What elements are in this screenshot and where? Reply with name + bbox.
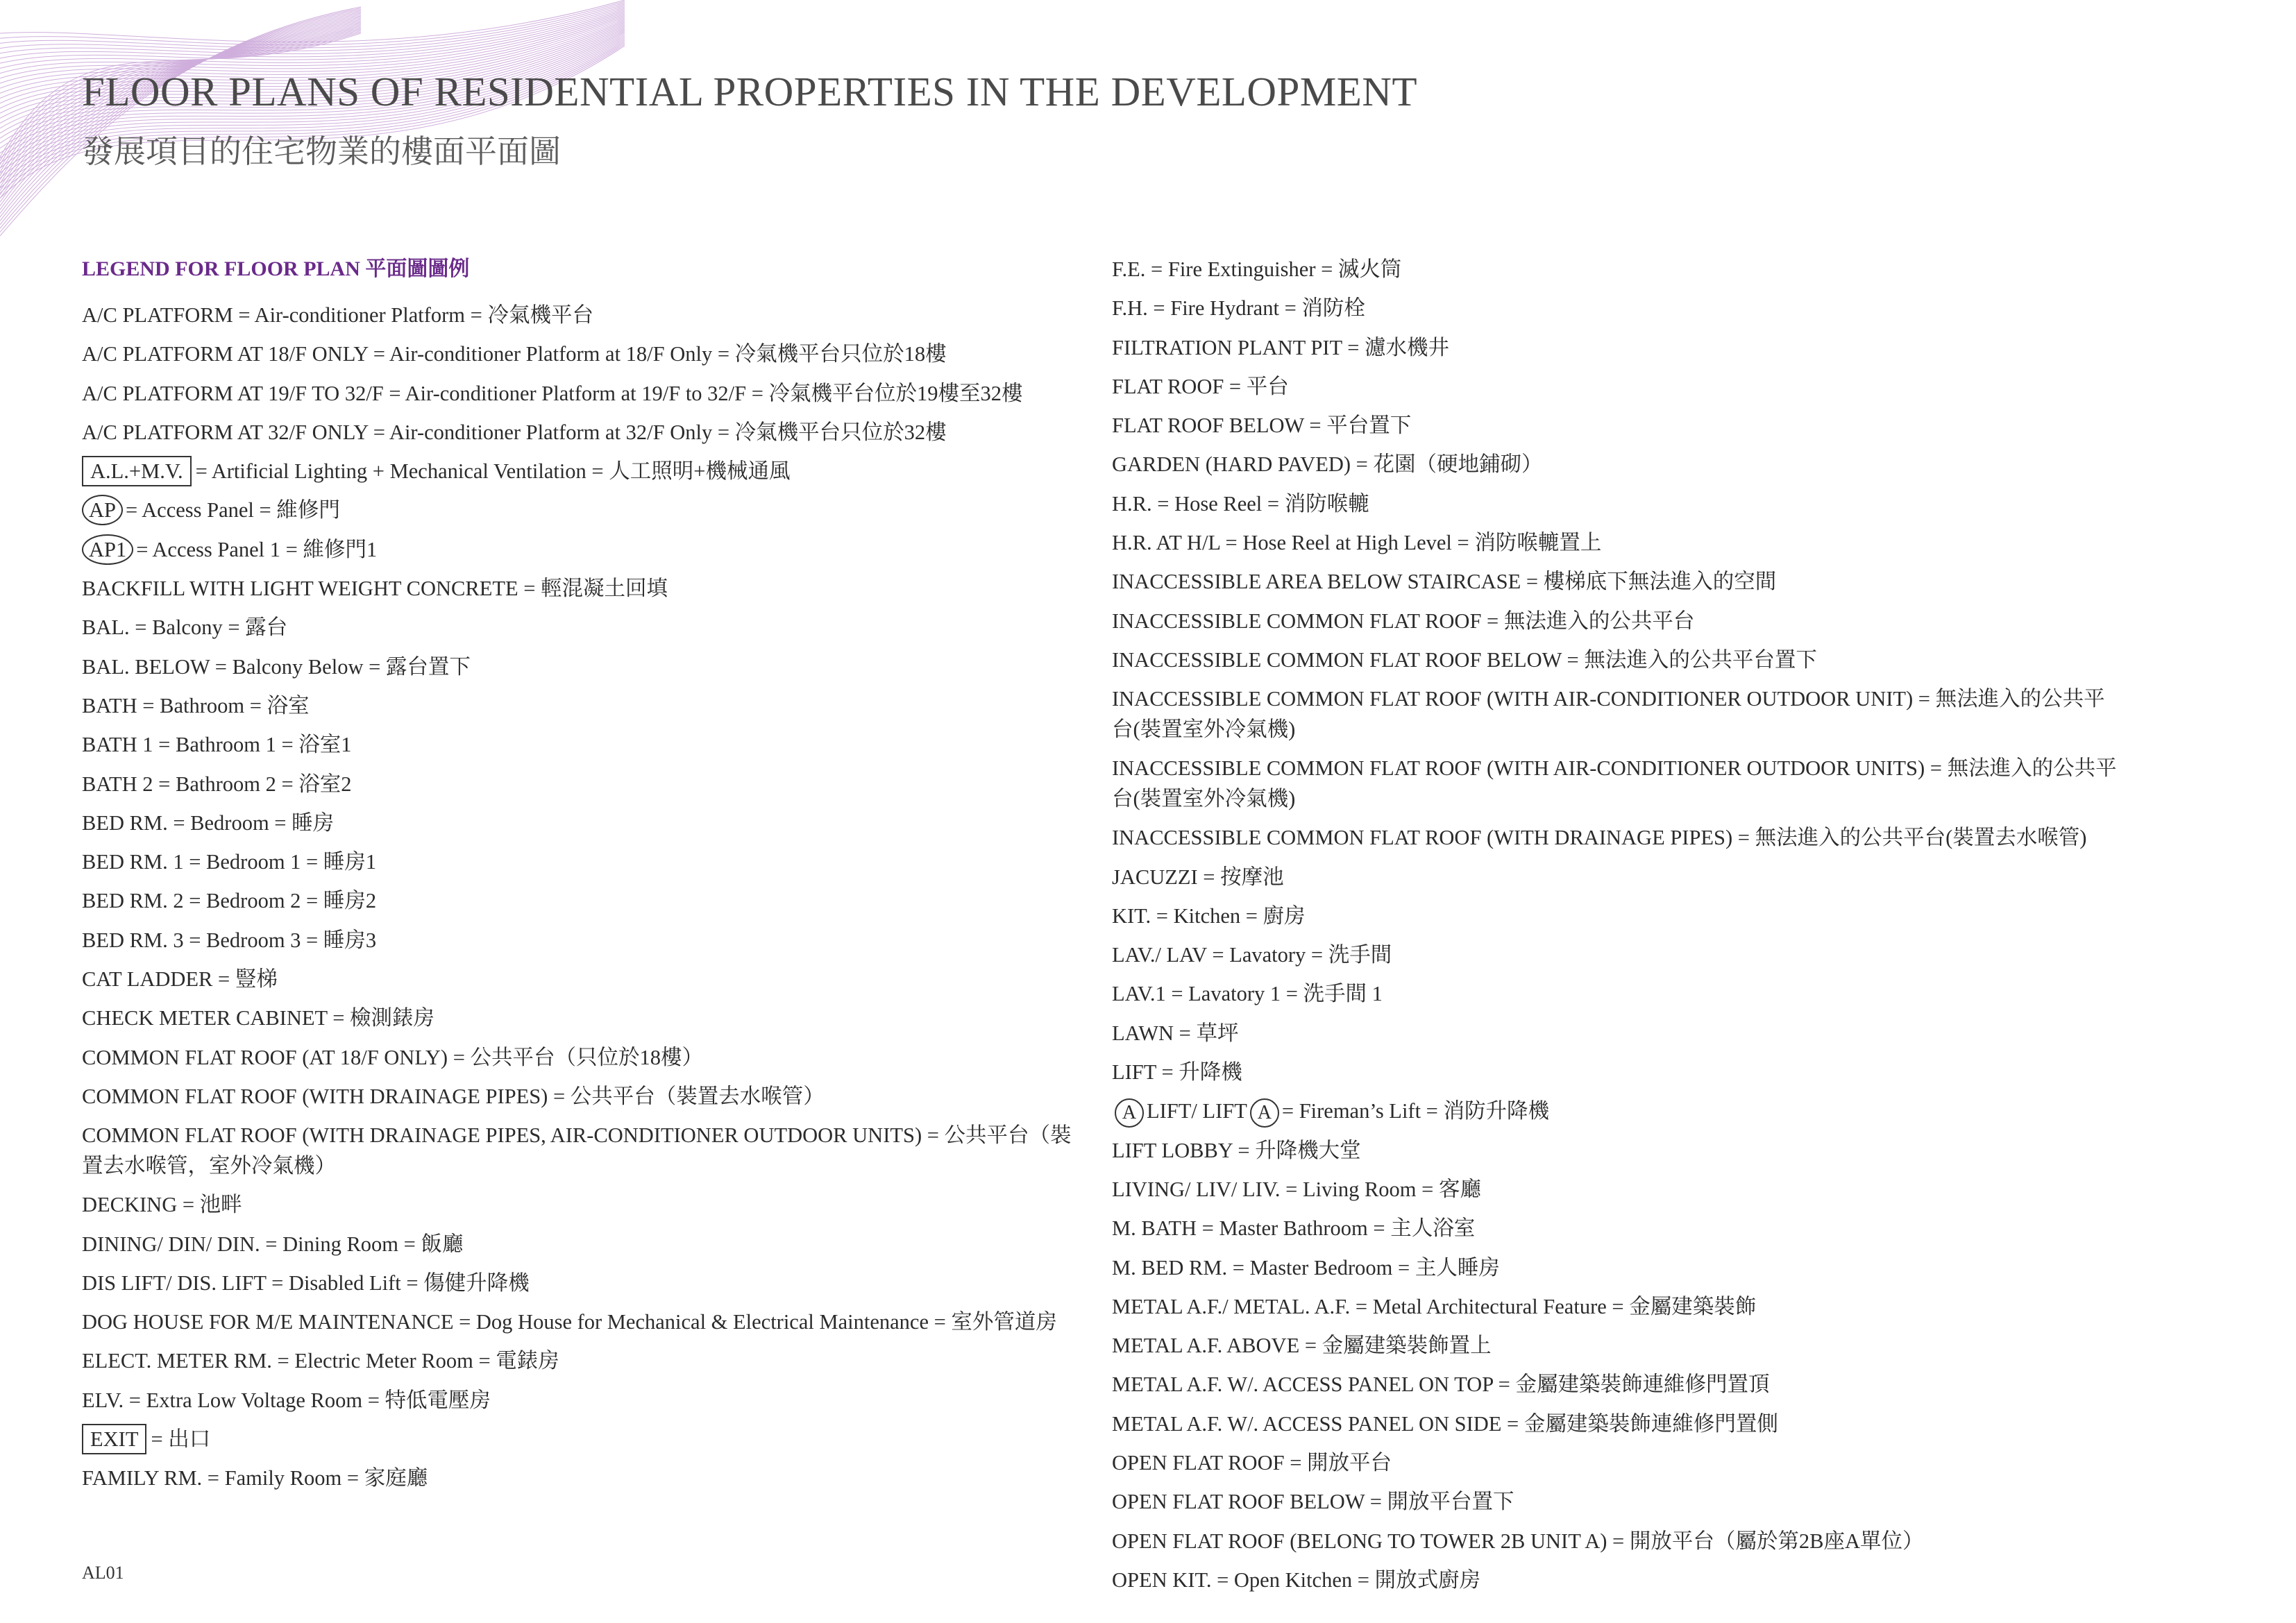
legend-entry: H.R. AT H/L = Hose Reel at High Level = 消防喉轆置上 [1112, 531, 1602, 555]
legend-entry: DINING/ DIN/ DIN. = Dining Room = 飯廳 [82, 1232, 464, 1256]
legend-entry: OPEN FLAT ROOF BELOW = 開放平台置下 [1112, 1490, 1514, 1514]
legend-entry: CHECK METER CABINET = 檢測錶房 [82, 1006, 435, 1030]
legend-entry-text: = Fireman’s Lift = 消防升降機 [1281, 1099, 1549, 1123]
legend-entry: F.H. = Fire Hydrant = 消防栓 [1112, 296, 1365, 321]
legend-entry: INACCESSIBLE COMMON FLAT ROOF BELOW = 無法進入的公共平台置下 [1112, 647, 1817, 672]
legend-entry: COMMON FLAT ROOF (WITH DRAINAGE PIPES) = 公共平台（裝置去水喉管） [82, 1084, 825, 1108]
legend-entry: LAV.1 = Lavatory 1 = 洗手間 1 [1112, 982, 1383, 1006]
legend-entry: JACUZZI = 按摩池 [1112, 865, 1284, 889]
legend-entry: METAL A.F./ METAL. A.F. = Metal Architectural Feature = 金屬建築裝飾 [1112, 1294, 1757, 1318]
access-panel-oval-symbol: AP [82, 495, 123, 525]
legend-column-left [82, 250, 1081, 1498]
legend-entry: DIS LIFT/ DIS. LIFT = Disabled Lift = 傷健升降機 [82, 1271, 530, 1295]
legend-entry: A/C PLATFORM AT 19/F TO 32/F = Air-conditioner Platform at 19/F to 32/F = 冷氣機平台位於19樓至32樓 [82, 381, 1023, 405]
legend-entry: BED RM. 2 = Bedroom 2 = 睡房2 [82, 889, 377, 913]
legend-entry: BED RM. = Bedroom = 睡房 [82, 810, 335, 835]
legend-entry: KIT. = Kitchen = 廚房 [1112, 903, 1306, 928]
legend-entry: FLAT ROOF BELOW = 平台置下 [1112, 414, 1412, 438]
legend-entry: LAWN = 草坪 [1112, 1021, 1239, 1045]
legend-entry: GARDEN (HARD PAVED) = 花園（硬地鋪砌） [1112, 452, 1543, 477]
legend-heading: LEGEND FOR FLOOR PLAN 平面圖圖例 [82, 257, 470, 280]
legend-entry-text: = Access Panel 1 = 維修門1 [136, 537, 378, 561]
legend-entry: INACCESSIBLE COMMON FLAT ROOF (WITH AIR-CONDITIONER OUTDOOR UNIT) = 無法進入的公共平台(裝置室外冷氣機) [1112, 687, 2105, 742]
legend-entry: METAL A.F. ABOVE = 金屬建築裝飾置上 [1112, 1334, 1492, 1358]
legend-entry: F.E. = Fire Extinguisher = 滅火筒 [1112, 257, 1402, 281]
legend-entry: COMMON FLAT ROOF (AT 18/F ONLY) = 公共平台（只位於18樓） [82, 1045, 704, 1069]
legend-entry: A/C PLATFORM = Air-conditioner Platform = 冷氣機平台 [82, 303, 593, 327]
almv-box-symbol: A.L.+M.V. [82, 456, 192, 486]
page-number: AL01 [82, 1563, 124, 1583]
legend-entry-text: LIFT/ LIFT [1147, 1099, 1247, 1123]
legend-entry-text: = Access Panel = 維修門 [126, 498, 340, 522]
legend-entry: FAMILY RM. = Family Room = 家庭廳 [82, 1466, 428, 1490]
legend-column-right [1112, 250, 2118, 1599]
legend-entry: BATH 2 = Bathroom 2 = 浴室2 [82, 772, 352, 796]
legend-entry: METAL A.F. W/. ACCESS PANEL ON SIDE = 金屬建築裝飾連維修門置側 [1112, 1411, 1778, 1436]
legend-entry: OPEN KIT. = Open Kitchen = 開放式廚房 [1112, 1567, 1481, 1592]
legend-entry: M. BED RM. = Master Bedroom = 主人睡房 [1112, 1255, 1500, 1280]
legend-entry: INACCESSIBLE COMMON FLAT ROOF (WITH AIR-CONDITIONER OUTDOOR UNITS) = 無法進入的公共平台(裝置室外冷氣機) [1112, 756, 2117, 811]
legend-entry: M. BATH = Master Bathroom = 主人浴室 [1112, 1216, 1476, 1241]
legend-entry: LAV./ LAV = Lavatory = 洗手間 [1112, 943, 1392, 967]
fireman-lift-circle-symbol: A [1115, 1098, 1144, 1128]
legend-entry: LIFT = 升降機 [1112, 1060, 1242, 1085]
page-subtitle-chinese: 發展項目的住宅物業的樓面平面圖 [82, 134, 561, 169]
legend-entry [82, 530, 1081, 569]
legend-entry: BATH = Bathroom = 浴室 [82, 693, 310, 717]
legend-entry: BACKFILL WITH LIGHT WEIGHT CONCRETE = 輕混凝土回填 [82, 577, 668, 601]
legend-entry: ELECT. METER RM. = Electric Meter Room = 電錶房 [82, 1349, 559, 1373]
decorative-wave-lines [0, 0, 639, 250]
legend-entry: LIFT LOBBY = 升降機大堂 [1112, 1138, 1361, 1162]
exit-box-symbol: EXIT [82, 1424, 146, 1454]
legend-entry-text: = Artificial Lighting + Mechanical Ventilation = 人工照明+機械通風 [195, 459, 791, 484]
legend-entry: OPEN FLAT ROOF (BELONG TO TOWER 2B UNIT A) = 開放平台（屬於第2B座A單位） [1112, 1529, 1924, 1553]
legend-entry: H.R. = Hose Reel = 消防喉轆 [1112, 491, 1369, 516]
legend-entry: BATH 1 = Bathroom 1 = 浴室1 [82, 733, 352, 757]
legend-entry: BAL. = Balcony = 露台 [82, 615, 288, 640]
legend-entry: INACCESSIBLE COMMON FLAT ROOF (WITH DRAINAGE PIPES) = 無法進入的公共平台(裝置去水喉管) [1112, 826, 2087, 850]
legend-entry [1112, 1091, 2118, 1130]
legend-entry: METAL A.F. W/. ACCESS PANEL ON TOP = 金屬建築裝飾連維修門置頂 [1112, 1373, 1770, 1397]
legend-entry: BED RM. 1 = Bedroom 1 = 睡房1 [82, 850, 377, 874]
legend-entry: INACCESSIBLE AREA BELOW STAIRCASE = 樓梯底下無法進入的空間 [1112, 570, 1777, 594]
legend-entry: LIVING/ LIV/ LIV. = Living Room = 客廳 [1112, 1177, 1481, 1201]
legend-entry: CAT LADDER = 豎梯 [82, 967, 278, 992]
legend-entry-text: = 出口 [151, 1427, 211, 1452]
legend-entry: A/C PLATFORM AT 18/F ONLY = Air-conditioner Platform at 18/F Only = 冷氣機平台只位於18樓 [82, 342, 947, 366]
legend-entry: COMMON FLAT ROOF (WITH DRAINAGE PIPES, AIR-CONDITIONER OUTDOOR UNITS) = 公共平台（裝置去水喉管，室外冷氣機） [82, 1123, 1072, 1178]
access-panel-1-oval-symbol: AP1 [82, 534, 133, 565]
legend-entry: BAL. BELOW = Balcony Below = 露台置下 [82, 654, 471, 679]
legend-entry [82, 452, 1081, 491]
legend-entry: INACCESSIBLE COMMON FLAT ROOF = 無法進入的公共平台 [1112, 609, 1695, 633]
legend-entry: A/C PLATFORM AT 32/F ONLY = Air-conditioner Platform at 32/F Only = 冷氣機平台只位於32樓 [82, 420, 947, 444]
legend-entry: FILTRATION PLANT PIT = 濾水機井 [1112, 335, 1450, 359]
legend-entry: DECKING = 池畔 [82, 1193, 242, 1217]
page-title: FLOOR PLANS OF RESIDENTIAL PROPERTIES IN THE DEVELOPMENT [82, 69, 1417, 114]
fireman-lift-circle-symbol: A [1250, 1098, 1279, 1128]
legend-entry [82, 491, 1081, 529]
legend-entry: OPEN FLAT ROOF = 開放平台 [1112, 1451, 1392, 1475]
legend-entry: BED RM. 3 = Bedroom 3 = 睡房3 [82, 928, 377, 952]
legend-entry: DOG HOUSE FOR M/E MAINTENANCE = Dog House for Mechanical & Electrical Maintenance = 室外管道房 [82, 1310, 1057, 1334]
legend-entry: ELV. = Extra Low Voltage Room = 特低電壓房 [82, 1388, 491, 1412]
legend-entry [82, 1420, 1081, 1459]
legend-entry: FLAT ROOF = 平台 [1112, 374, 1289, 398]
